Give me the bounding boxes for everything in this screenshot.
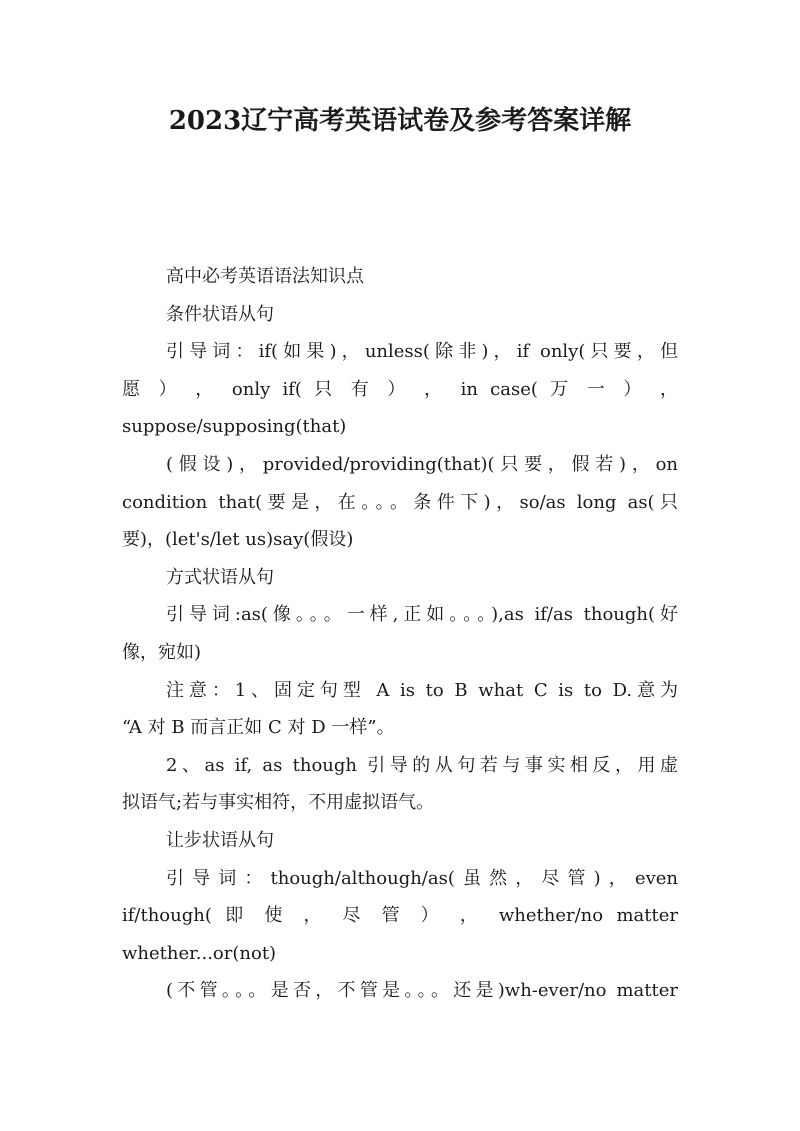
paragraph-line: (假设)，provided/providing(that)(只要，假若)，on [166, 453, 678, 475]
paragraph-line: 像，宛如) [122, 641, 202, 663]
paragraph-line: 2、as if, as though 引导的从句若与事实相反，用虚 [166, 754, 678, 776]
paragraph-line: 愿 ） ， only if( 只 有 ） ， in case( 万 一 ） ， [122, 378, 678, 400]
paragraph-line: whether...or(not) [122, 942, 277, 964]
paragraph-line: suppose/supposing(that) [122, 416, 347, 438]
paragraph-line: 注意：1、固定句型 A is to B what C is to D.意为 [166, 679, 678, 701]
paragraph-line: 拟语气;若与事实相符，不用虚拟语气。 [122, 792, 435, 814]
paragraph-line: if/though( 即 使 ， 尽 管 ） ， whether/no matter [122, 905, 678, 927]
section-title-concession: 让步状语从句 [166, 829, 274, 851]
heading-main: 高中必考英语语法知识点 [166, 266, 364, 287]
paragraph-line: condition that(要是，在。。。条件下)，so/as long as(只 [122, 491, 678, 513]
section-title-conditional: 条件状语从句 [166, 303, 274, 325]
document-title: 2023辽宁高考英语试卷及参考答案详解 [168, 106, 632, 136]
paragraph-line: 引导词:as(像。。。一样,正如。。。),as if/as though(好 [166, 604, 678, 626]
document-body [122, 258, 678, 1010]
paragraph-line: “A 对 B 而言正如 C 对 D 一样”。 [122, 717, 395, 739]
paragraph-line: 引导词：if(如果)，unless(除非)，if only(只要，但 [166, 341, 678, 363]
paragraph-line: 引导词：though/although/as(虽然，尽管)，even [166, 867, 678, 889]
section-title-manner: 方式状语从句 [166, 566, 274, 588]
paragraph-line: (不管。。。是否，不管是。。。还是)wh-ever/no matter [166, 980, 678, 1002]
paragraph-line: 要)，(let's/let us)say(假设) [122, 529, 354, 551]
